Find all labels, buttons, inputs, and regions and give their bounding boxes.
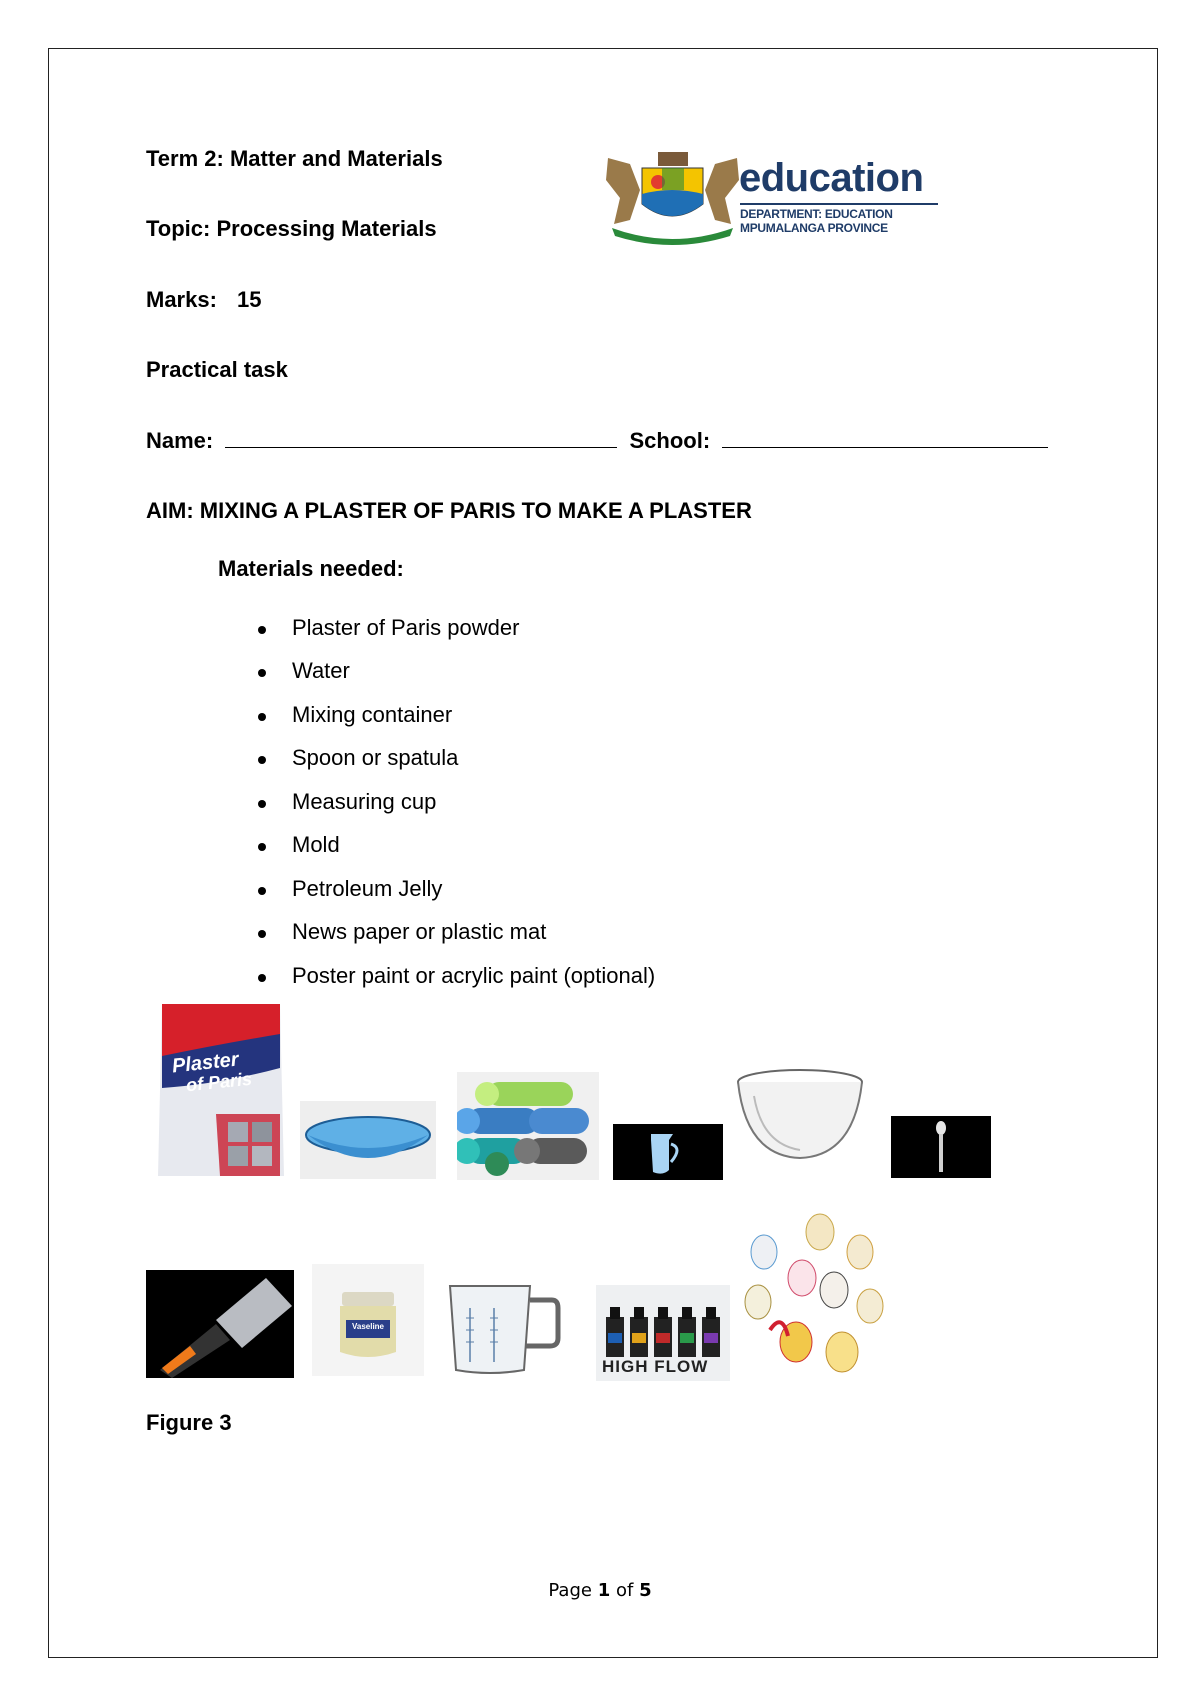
list-item: Plaster of Paris powder [292, 615, 519, 641]
list-item: Spoon or spatula [292, 745, 458, 771]
logo-rule [740, 203, 938, 205]
name-school-line [146, 427, 1048, 454]
coat-of-arms-icon [600, 150, 745, 246]
of-word: of [615, 1580, 634, 1601]
list-item: Measuring cup [292, 789, 436, 815]
spoon-image [891, 1116, 991, 1178]
list-item: Petroleum Jelly [292, 876, 442, 902]
bullet-icon [258, 669, 266, 677]
page-footer [0, 1580, 1200, 1601]
bullet-icon [258, 713, 266, 721]
term-heading: Term 2: Matter and Materials [146, 146, 443, 171]
bag-label-line2: of Paris [185, 1068, 253, 1096]
mixing-bowl-image [734, 1066, 866, 1162]
list-item: Poster paint or acrylic paint (optional) [292, 963, 655, 989]
measuring-cup-image [440, 1278, 564, 1378]
list-item: News paper or plastic mat [292, 919, 546, 945]
bullet-icon [258, 800, 266, 808]
name-label: Name: [146, 428, 214, 453]
bullet-icon [258, 974, 266, 982]
page-number: 1 [597, 1580, 611, 1601]
figure-caption: Figure 3 [146, 1410, 232, 1435]
list-item: Water [292, 658, 350, 684]
spatula-image [146, 1270, 294, 1378]
bullet-icon [258, 887, 266, 895]
logo-word: education [739, 156, 924, 200]
name-field[interactable] [225, 427, 617, 448]
paint-label: HIGH FLOW [602, 1357, 709, 1376]
mold-dish-image [300, 1101, 436, 1179]
plastic-mats-image [457, 1072, 599, 1180]
education-logo [600, 150, 960, 250]
bullet-icon [258, 843, 266, 851]
jar-label: Vaseline [351, 1322, 385, 1331]
bullet-icon [258, 930, 266, 938]
school-label: School: [629, 428, 711, 453]
bag-label-line1: Plaster [170, 1048, 240, 1078]
aim-heading: AIM: MIXING A PLASTER OF PARIS TO MAKE A PLASTER [146, 498, 752, 523]
masks-image [742, 1212, 890, 1382]
marks-value: 15 [237, 287, 262, 312]
bullet-icon [258, 626, 266, 634]
marks-label: Marks: [146, 287, 217, 312]
list-item: Mixing container [292, 702, 452, 728]
materials-heading: Materials needed: [218, 556, 404, 581]
logo-line2: MPUMALANGA PROVINCE [740, 221, 888, 235]
bullet-icon [258, 756, 266, 764]
marks-line [146, 287, 262, 313]
petroleum-jelly-image [312, 1264, 424, 1376]
water-jug-image [613, 1124, 723, 1180]
topic-heading: Topic: Processing Materials [146, 216, 437, 241]
page-word: Page [548, 1580, 592, 1601]
acrylic-paint-image [596, 1285, 730, 1381]
page-total: 5 [639, 1580, 652, 1601]
plaster-bag-image [156, 1004, 286, 1176]
list-item: Mold [292, 832, 340, 858]
logo-line1: DEPARTMENT: EDUCATION [740, 207, 893, 221]
school-field[interactable] [722, 427, 1048, 448]
practical-task-heading: Practical task [146, 357, 288, 382]
